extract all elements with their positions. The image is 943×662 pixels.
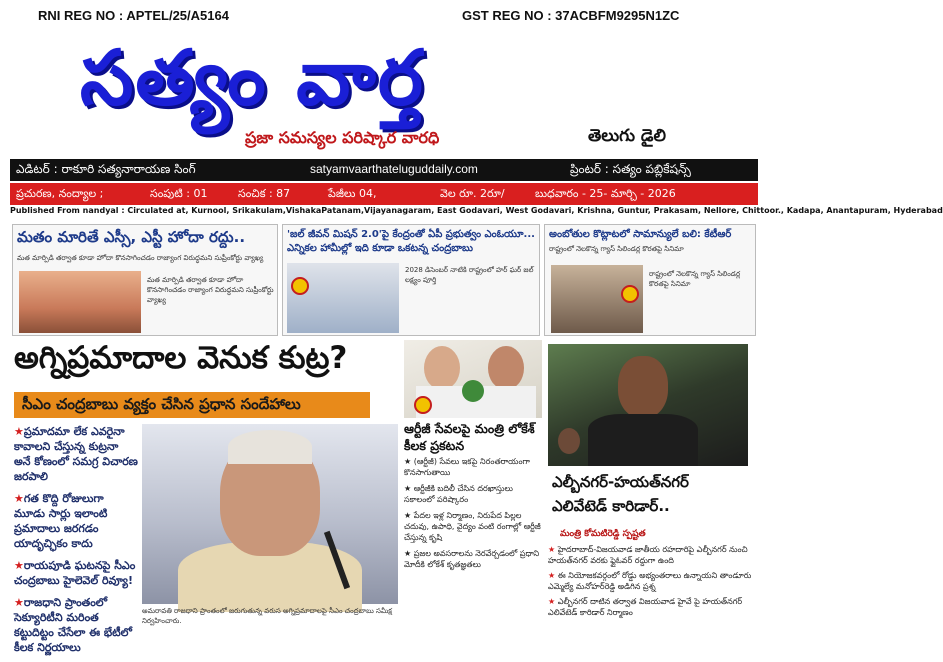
list-item: ★రాయపూడి ఘటనపై సీఎం చంద్రబాబు హైలెవెల్ రివ్యూ!: [14, 559, 136, 587]
paper-logo-icon: [291, 277, 309, 295]
lokesh-photo: [404, 340, 542, 418]
top-story-3-text: రాష్ట్రంలో నెలకొన్న గ్యాస్ సిలిండర్ల కొరతపై సినిమా: [549, 245, 684, 253]
top-story-1[interactable]: [12, 224, 278, 336]
website-link[interactable]: satyamvaarthateluguddaily.com: [310, 162, 478, 176]
lead-bullets: [14, 424, 138, 662]
rni-reg: RNI REG NO : APTEL/25/A5164: [38, 8, 229, 23]
paper-logo-icon: [414, 396, 432, 414]
supreme-court-photo: [19, 271, 141, 333]
middle-bullets: [404, 456, 542, 575]
ktr-photo: [551, 265, 643, 333]
top-story-3-headline: అంబోతుల కొట్లాటలో సామాన్యులే బలి: కేటీఆర్: [549, 229, 732, 240]
circulation-line: Published From nandyal : Circulated at, Kurnool, Srikakulam,VishakaPatanam,Vijayanagaram, East Godavari, West Godavari, Krishna, Guntur, Prakasam, Nellore, Chittoor., Kadapa, Anantapuram, Hyderabad: [10, 206, 943, 215]
list-item: ★ ఆర్టీజీకి బదిలీ చేసిన దరఖాస్తులు సకాలంలో పరిష్కారం: [404, 484, 513, 504]
top-story-2[interactable]: [282, 224, 540, 336]
list-item: ★ ఎల్బీనగర్ దాటిన తర్వాత విజయవాడ హైవే పై హయత్‌నగర్ ఎలివేటెడ్ కారిడార్ నిర్మాణం: [548, 597, 743, 617]
editor-name: ఎడిటర్ : రాకూరి సత్యనారాయణ సింగ్: [16, 162, 196, 176]
list-item: ★గత కొద్ది రోజులుగా మూడు సార్లు ఇలాంటి ప్రమాదాలు జరగడం యాదృచ్ఛికం కాదు: [14, 492, 108, 550]
volume: సంపుటి : 01: [150, 187, 208, 200]
pages: పేజీలు 04,: [328, 187, 377, 200]
lead-subhead: సీఎం చంద్రబాబు వ్యక్తం చేసిన ప్రధాన సందేహాలు: [22, 395, 301, 413]
right-subhead: మంత్రి కోమటిరెడ్డి స్పష్టత: [560, 529, 646, 539]
list-item: ★ పేదల ఇళ్ల నిర్మాణం, నిరుపేద పిల్లల చదువు, ఉపాధి, వైద్యం వంటి రంగాల్లో ఆర్టీజీ చేస్తున్న కృషి: [404, 511, 541, 542]
masthead-title: సత్యం వార్త: [80, 33, 425, 122]
paper-logo-icon: [621, 285, 639, 303]
right-headline: ఎల్బీనగర్-హయత్‌నగర్ ఎలివేటెడ్ కారిడార్..: [552, 473, 689, 515]
printer-name: ప్రింటర్ : సత్యం పబ్లికేషన్స్: [570, 162, 691, 176]
lead-caption: అమరావతి రాజధాని ప్రాంతంలో జరుగుతున్న వరుస అగ్నిప్రమాదాలపై సీఎం చంద్రబాబు సమీక్ష నిర్వహించారు.: [142, 607, 392, 625]
editor-bar: [10, 159, 758, 181]
lead-headline: అగ్నిప్రమాదాల వెనుక కుట్ర?: [14, 340, 348, 376]
list-item: ★ (ఆర్టీజీ) సేవలు ఇకపై నిరంతరాయంగా కొనసాగుతాయి: [404, 457, 530, 477]
price: వెల రూ. 2రూ/: [440, 187, 505, 200]
top-story-1-text: మత మార్పిడి తర్వాత కూడా హోదా కొనసాగించడం రాజ్యాంగ విరుద్ధమని సుప్రీంకోర్టు వ్యాఖ్య: [17, 254, 264, 262]
top-story-2-headline: 'జల్ జీవన్ మిషన్ 2.0'పై కేంద్రంతో ఏపీ ప్రభుత్వం ఎంఓయూ... ఎన్నికల హామీల్లో ఇది కూడా ఒకటన్న చంద్రబాబు: [287, 229, 535, 254]
top-story-2-text: 2028 డిసెంబర్ నాటికి రాష్ట్రంలో హర్ ఘర్ జల్ లక్ష్యం పూర్తి: [405, 266, 534, 284]
minister-photo: [548, 344, 748, 466]
list-item: ★ ఈ నియోజకవర్గంలో రోడ్డు అభ్యంతరాలు ఉన్నాయని తాండూరు ఎమ్మెల్యే మనోహర్‌రెడ్డి అడిగిన ప్రశ్న: [548, 571, 752, 591]
date-bar: [10, 183, 758, 205]
top-story-1-headline: మతం మారితే ఎస్సీ, ఎస్టీ హోదా రద్దు..: [17, 228, 246, 246]
list-item: ★ హైదరాబాద్-విజయవాడ జాతీయ రహదారిపై ఎల్బీనగర్ నుంచి హయత్‌నగర్ వరకు ఫ్లైఓవర్ రద్దుగా ఉంది: [548, 545, 748, 565]
top-story-3[interactable]: [544, 224, 756, 336]
lead-subhead-bar: [14, 392, 370, 418]
list-item: ★ ప్రజల అవసరాలను నెరవేర్చడంలో ప్రధాని మోదీకి లోకేశ్ కృతజ్ఞతలు: [404, 549, 540, 569]
list-item: ★ప్రమాదమా లేక ఎవరైనా కావాలని చేస్తున్న కుట్రనా అనే కోణంలో సమగ్ర విచారణ జరపాలి: [14, 425, 138, 483]
issue: సంచిక : 87: [238, 187, 291, 200]
meeting-photo: [287, 263, 399, 333]
list-item: ★రాజధాని ప్రాంతంలో సెక్యూరిటీని మరింత కట్టుదిట్టం చేసేలా ఈ భేటీలో కీలక నిర్ణయాలు: [14, 596, 132, 654]
tagline: ప్రజా సమస్యల పరిష్కార వారధి: [245, 128, 440, 147]
edition-label: తెలుగు డైలి: [588, 126, 666, 146]
date: బుధవారం - 25- మార్చి - 2026: [535, 187, 676, 200]
place: ప్రచురణ, నంద్యాల ;: [16, 187, 104, 200]
gst-reg: GST REG NO : 37ACBFM9295N1ZC: [462, 8, 680, 23]
middle-headline: ఆర్టీజీ సేవలపై మంత్రి లోకేశ్ కీలక ప్రకటన: [404, 421, 535, 453]
cm-photo: [142, 424, 398, 604]
top-story-1-body: మత మార్పిడి తర్వాత కూడా హోదా కొనసాగించడం రాజ్యాంగ విరుద్ధమని సుప్రీంకోర్టు వ్యాఖ్య: [147, 276, 274, 304]
top-story-3-body: రాష్ట్రంలో నెలకొన్న గ్యాస్ సిలిండర్ల కొరతపై సినిమా: [649, 270, 741, 288]
right-bullets: [548, 544, 752, 622]
plant-icon: [462, 380, 484, 402]
